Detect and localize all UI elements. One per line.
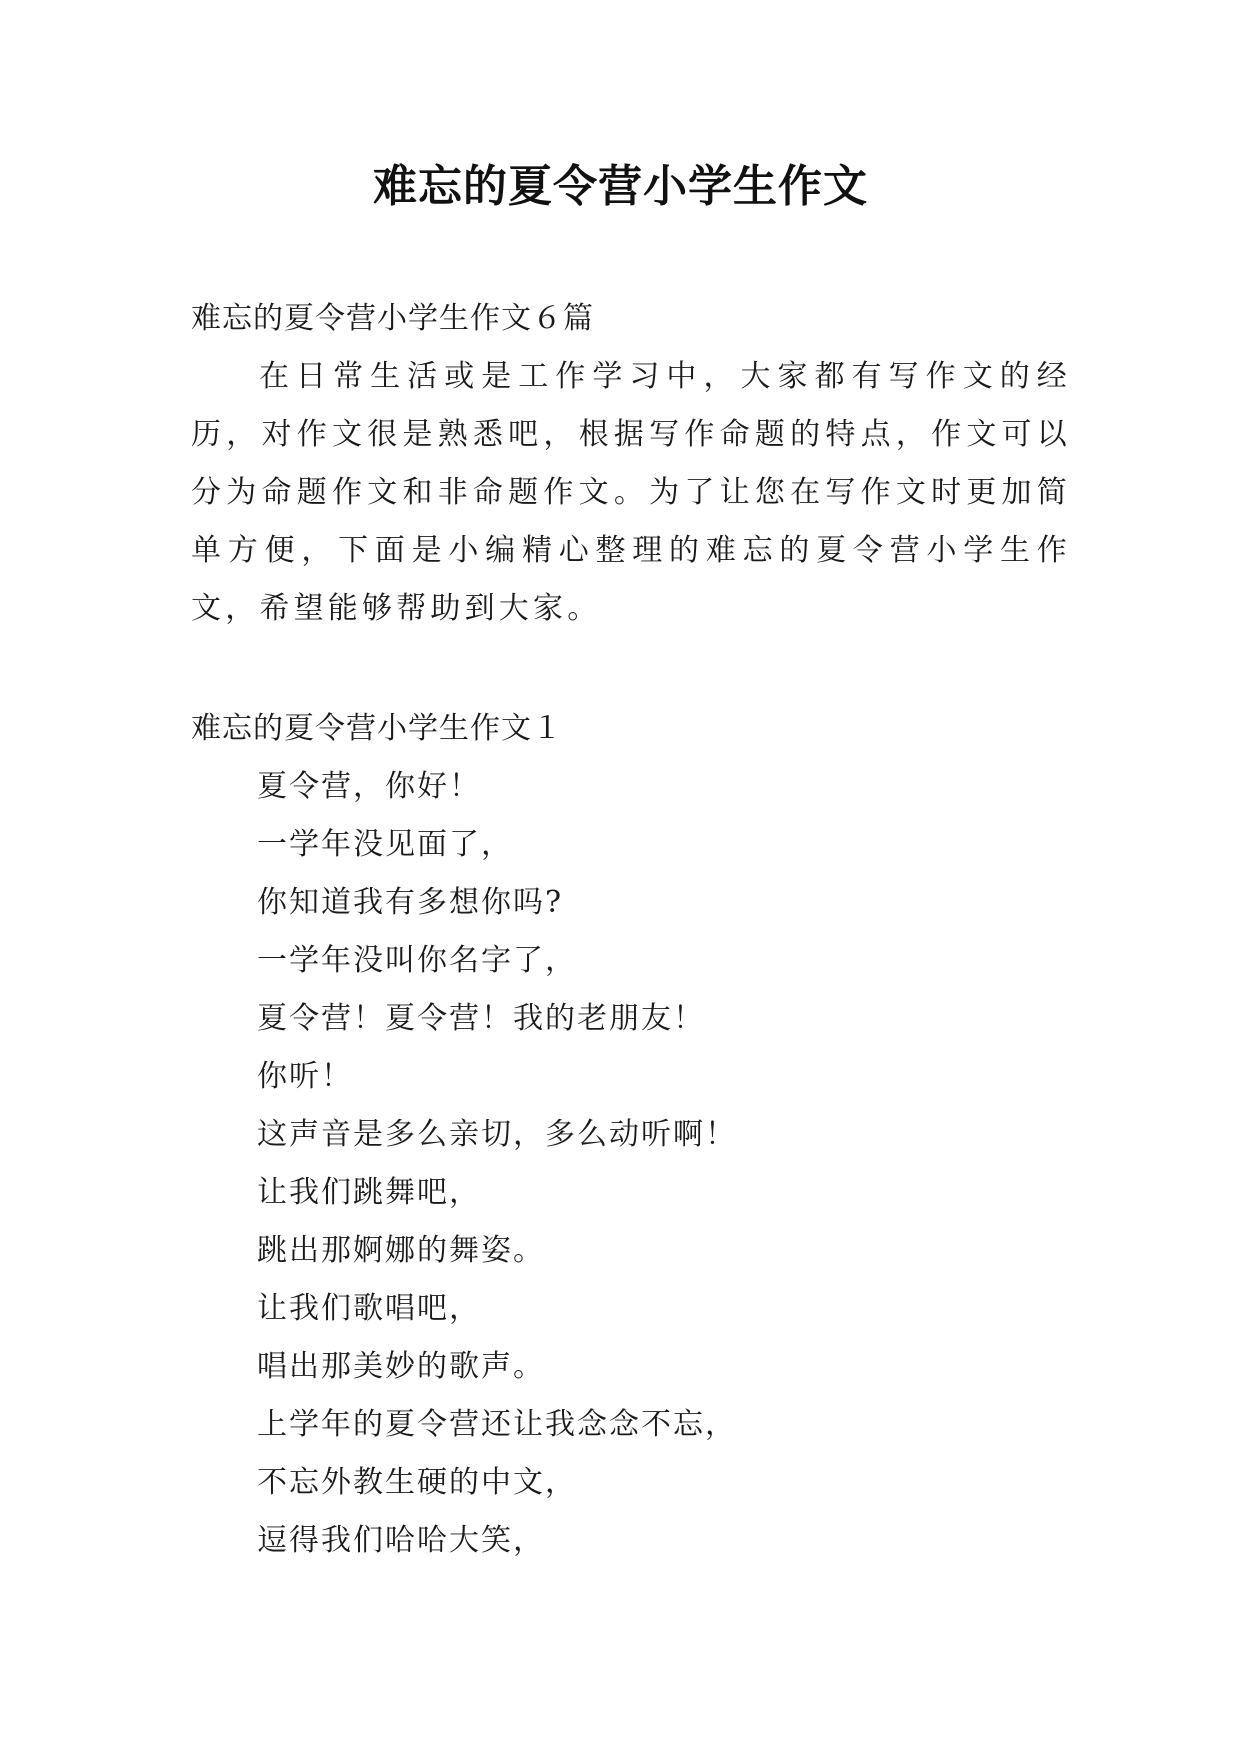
poem-line: 你听！ [257,1059,353,1094]
poem-line: 不忘外教生硬的中文， [257,1465,577,1500]
document-title: 难忘的夏令营小学生作文 [373,161,868,212]
poem-line: 夏令营，你好！ [257,769,481,804]
poem-line: 这声音是多么亲切，多么动听啊！ [257,1117,737,1152]
poem-line: 唱出那美妙的歌声。 [257,1349,545,1384]
poem-line: 一学年没见面了， [257,827,513,862]
poem-line: 让我们跳舞吧， [257,1175,481,1210]
section-spacer [191,638,1071,700]
poem-line: 逗得我们哈哈大笑， [257,1523,545,1558]
document-body [191,290,1071,1570]
poem-line: 跳出那婀娜的舞姿。 [257,1233,545,1268]
poem-line: 让我们歌唱吧， [257,1291,481,1326]
document-subtitle: 难忘的夏令营小学生作文６篇 [191,301,594,336]
poem-line: 夏令营！夏令营！我的老朋友！ [257,1001,705,1036]
poem-line: 上学年的夏令营还让我念念不忘， [257,1407,737,1442]
section-title: 难忘的夏令营小学生作文１ [191,711,563,746]
poem-line: 一学年没叫你名字了， [257,943,577,978]
poem [191,758,1071,1570]
poem-line: 你知道我有多想你吗? [257,885,564,920]
intro-paragraph: 在日常生活或是工作学习中，大家都有写作文的经历，对作文很是熟悉吧，根据写作命题的特点，作文可以分为命题作文和非命题作文。为了让您在写作文时更加简单方便，下面是小编精心整理的难忘的夏令营小学生作文，希望能够帮助到大家。 [191,359,1071,626]
